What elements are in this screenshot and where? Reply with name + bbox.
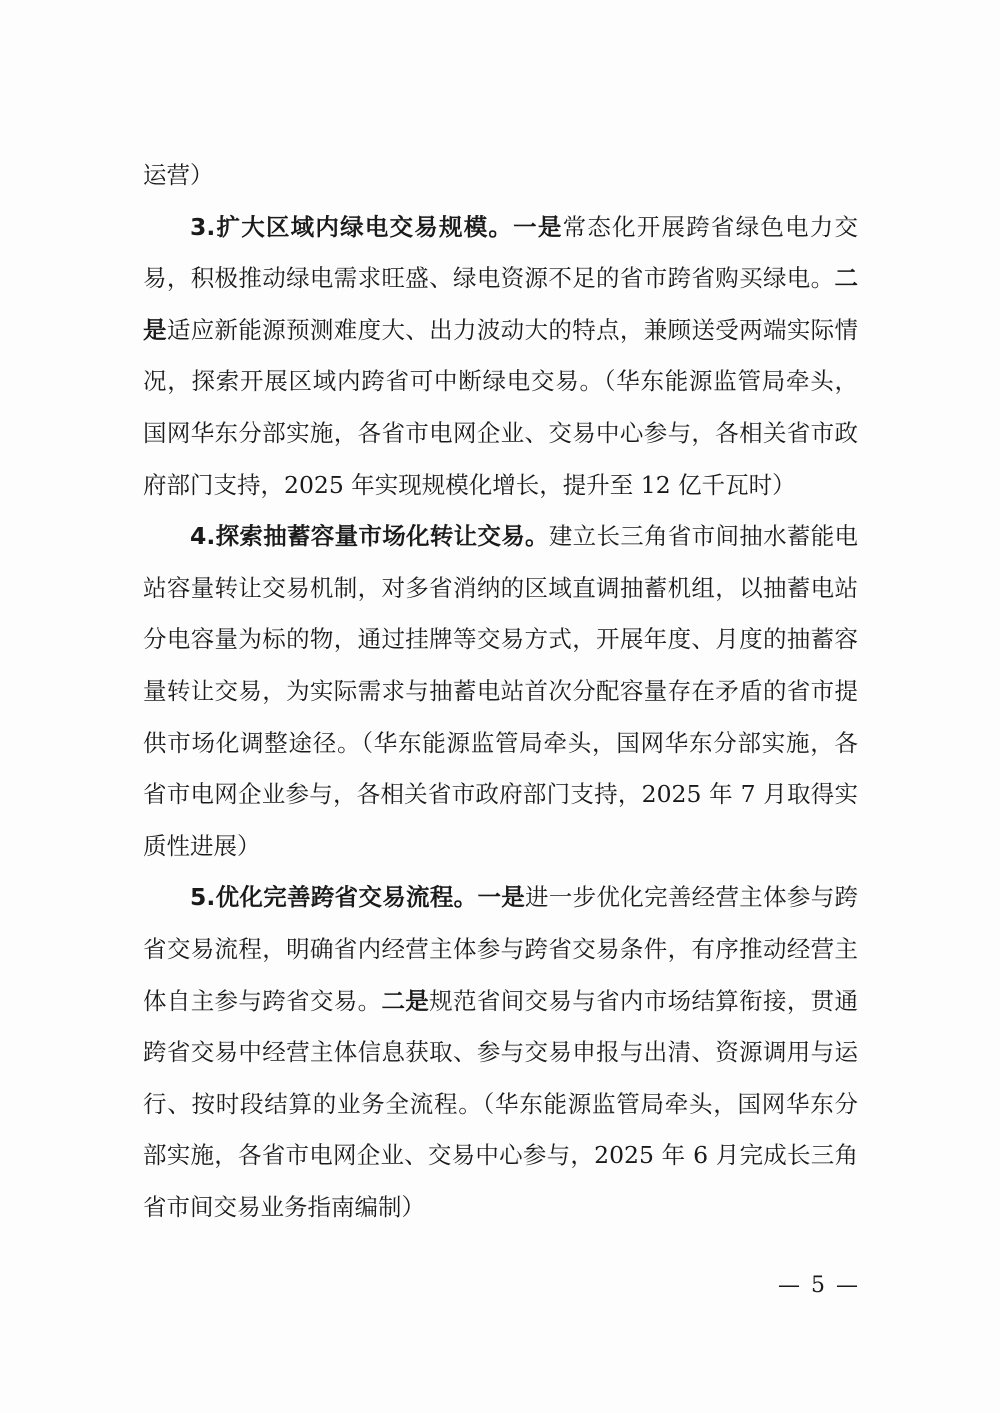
item-5-first-marker: 一是	[477, 883, 526, 912]
item-5-first-text: 进一步优化完善经营主体参与跨省交易流程，明确省内经营主体参与跨省交易条件，有序推动经营主体自主参与跨省交易。	[143, 883, 859, 1015]
item-5-second-marker: 二是	[381, 986, 430, 1015]
item-5-heading: 5.优化完善跨省交易流程。	[190, 883, 478, 912]
document-body	[143, 150, 858, 1233]
item-4-heading: 4.探索抽蓄容量市场化转让交易。	[190, 522, 549, 551]
paragraph-item-5	[143, 872, 858, 1233]
item-3-second-marker: 二是	[143, 264, 858, 344]
page-number: — 5 —	[778, 1273, 860, 1298]
item-3-second-text: 适应新能源预测难度大、出力波动大的特点，兼顾送受两端实际情况，探索开展区域内跨省可中断绿电交易。（华东能源监管局牵头，国网华东分部实施，各省市电网企业、交易中心参与，各相关省市政府部门支持，2025 年实现规模化增长，提升至 12 亿千瓦时）	[143, 315, 859, 499]
continuation-text: 运营）	[143, 161, 214, 189]
item-4-text: 建立长三角省市间抽水蓄能电站容量转让交易机制，对多省消纳的区域直调抽蓄机组，以抽蓄电站分电容量为标的物，通过挂牌等交易方式，开展年度、月度的抽蓄容量转让交易，为实际需求与抽蓄电站首次分配容量存在矛盾的省市提供市场化调整途径。（华东能源监管局牵头，国网华东分部实施，各省市电网企业参与，各相关省市政府部门支持，2025 年 7 月取得实质性进展）	[143, 522, 859, 860]
paragraph-item-3	[143, 202, 858, 512]
item-3-first-text: 常态化开展跨省绿色电力交易，积极推动绿电需求旺盛、绿电资源不足的省市跨省购买绿电。	[143, 212, 859, 293]
paragraph-item-4	[143, 511, 858, 872]
item-3-heading: 3.扩大区域内绿电交易规模。	[190, 212, 514, 241]
item-3-first-marker: 一是	[513, 212, 563, 241]
item-5-second-text: 规范省间交易与省内市场结算衔接，贯通跨省交易中经营主体信息获取、参与交易申报与出清、资源调用与运行、按时段结算的业务全流程。（华东能源监管局牵头，国网华东分部实施，各省市电网企业、交易中心参与，2025 年 6 月完成长三角省市间交易业务指南编制）	[143, 986, 859, 1221]
paragraph-continuation	[143, 150, 858, 202]
